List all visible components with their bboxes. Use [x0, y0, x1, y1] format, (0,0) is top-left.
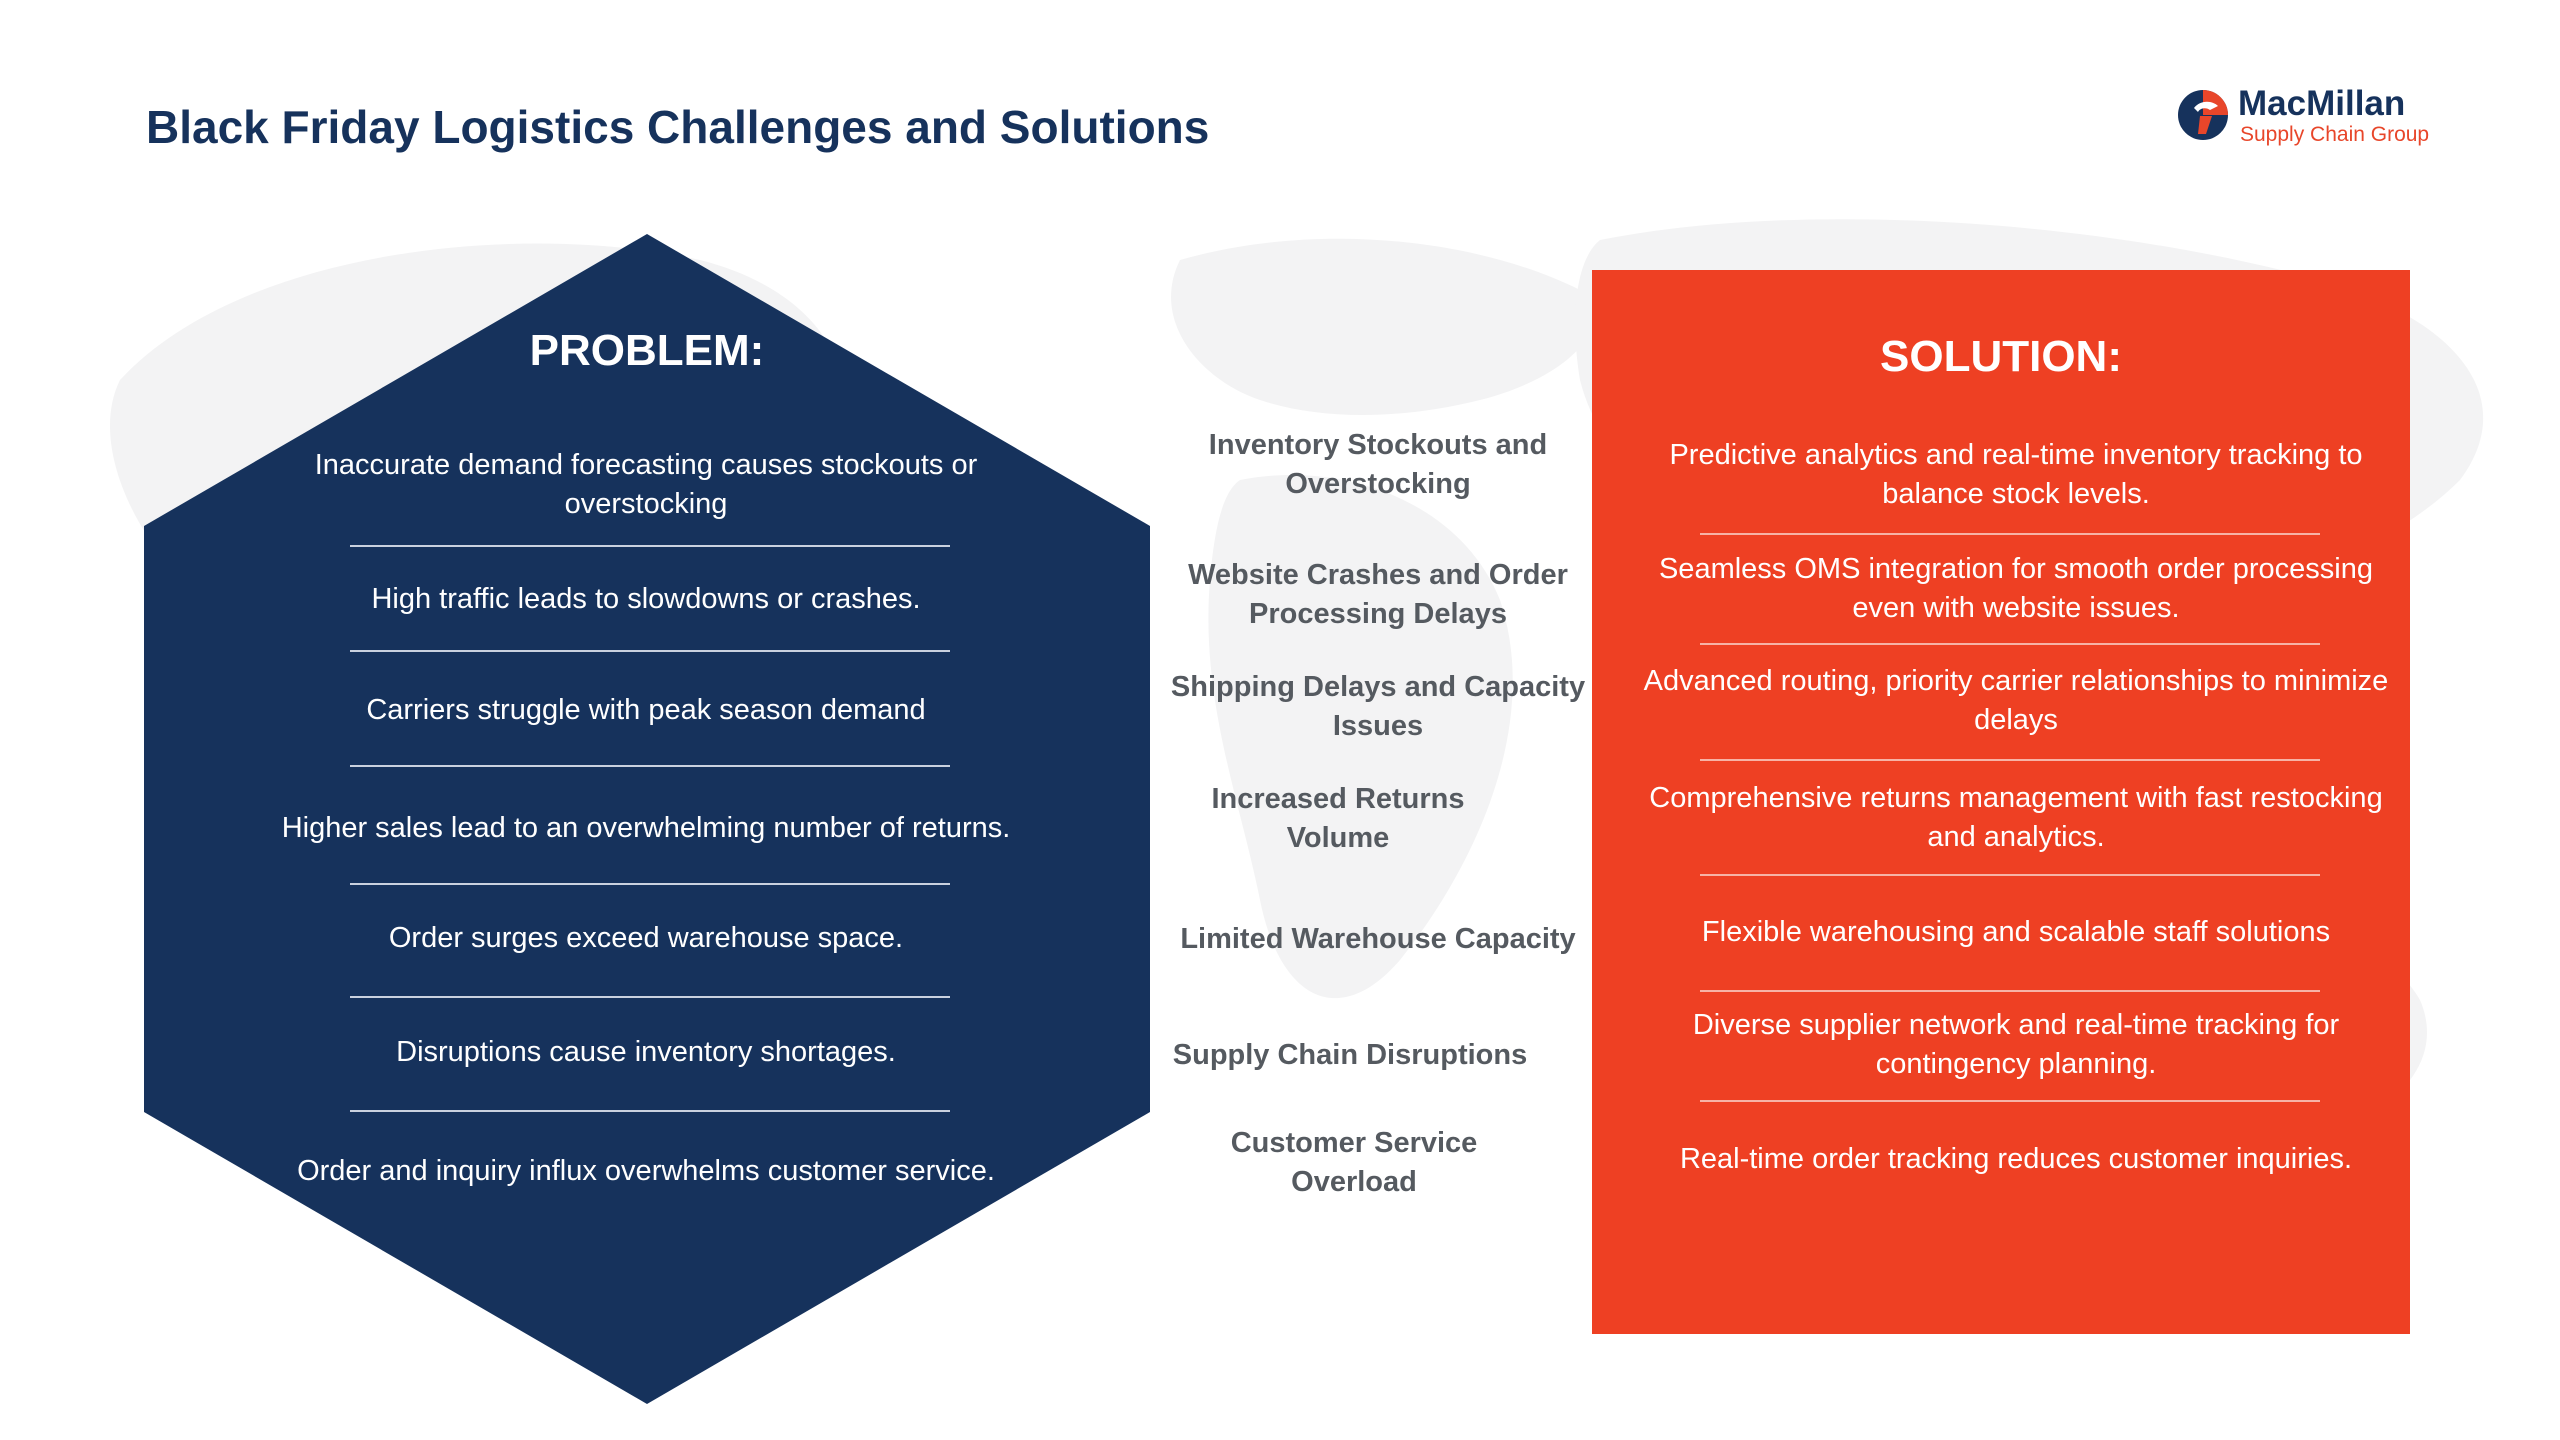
- problem-divider: [350, 996, 950, 998]
- solution-item-warehousing: Flexible warehousing and scalable staff solutions: [1701, 915, 2331, 948]
- problem-item-traffic: High traffic leads to slowdowns or crashes.: [371, 582, 921, 615]
- problem-divider: [350, 765, 950, 767]
- problem-item-warehouse: Order surges exceed warehouse space.: [388, 921, 904, 954]
- logo-name: MacMillan: [2238, 84, 2406, 123]
- problem-item-forecasting: Inaccurate demand forecasting causes stockouts or overstocking: [314, 449, 978, 520]
- solution-divider: [1700, 759, 2320, 761]
- solution-divider: [1700, 643, 2320, 645]
- problem-divider: [350, 650, 950, 652]
- problem-item-carriers: Carriers struggle with peak season demand: [366, 693, 926, 726]
- solution-item-routing: Advanced routing, priority carrier relationships to minimize delays: [1643, 665, 2389, 736]
- logo-subtitle: Supply Chain Group: [2240, 123, 2430, 146]
- page-title: Black Friday Logistics Challenges and Solutions: [146, 101, 1210, 153]
- solution-divider: [1700, 990, 2320, 992]
- macmillan-logo-icon: [2176, 88, 2230, 142]
- challenge-label-shipping: Shipping Delays and Capacity Issues: [1170, 671, 1586, 742]
- solution-divider: [1700, 1100, 2320, 1102]
- solution-divider: [1700, 874, 2320, 876]
- solution-item-order-tracking: Real-time order tracking reduces customer inquiries.: [1679, 1142, 2353, 1175]
- solution-item-supplier-network: Diverse supplier network and real-time tracking for contingency planning.: [1692, 1009, 2340, 1080]
- challenge-label-website: Website Crashes and Order Processing Delays: [1188, 559, 1568, 630]
- challenge-label-customer-service: Customer Service Overload: [1230, 1127, 1478, 1198]
- problem-divider: [350, 883, 950, 885]
- solution-item-oms-integration: Seamless OMS integration for smooth order processing even with website issues.: [1658, 553, 2374, 624]
- problem-item-returns: Higher sales lead to an overwhelming number of returns.: [281, 811, 1011, 844]
- solution-heading: SOLUTION:: [1880, 332, 2122, 381]
- problem-divider: [350, 1110, 950, 1112]
- problem-item-customer-service: Order and inquiry influx overwhelms customer service.: [297, 1154, 995, 1187]
- solution-item-returns-management: Comprehensive returns management with fast restocking and analytics.: [1649, 782, 2383, 853]
- problem-heading: PROBLEM:: [529, 326, 765, 375]
- company-logo: [2176, 84, 2476, 150]
- problem-divider: [350, 545, 950, 547]
- solution-divider: [1700, 533, 2320, 535]
- challenge-label-returns: Increased Returns Volume: [1211, 783, 1465, 854]
- challenge-label-inventory: Inventory Stockouts and Overstocking: [1208, 429, 1548, 500]
- challenge-label-warehouse: Limited Warehouse Capacity: [1180, 922, 1576, 955]
- problem-item-disruptions: Disruptions cause inventory shortages.: [396, 1035, 896, 1068]
- solution-item-predictive-analytics: Predictive analytics and real-time inventory tracking to balance stock levels.: [1669, 439, 2363, 510]
- challenge-label-supply-chain: Supply Chain Disruptions: [1172, 1038, 1528, 1071]
